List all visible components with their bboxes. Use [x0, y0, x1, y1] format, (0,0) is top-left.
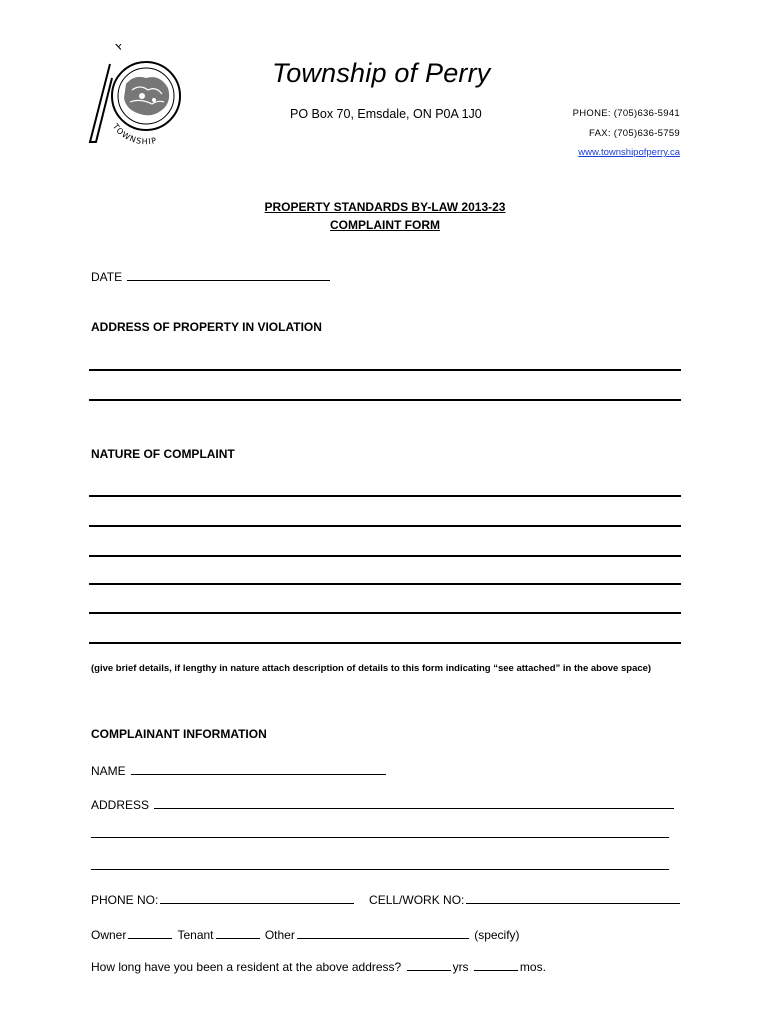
date-label: DATE — [91, 270, 123, 284]
complainant-address-field[interactable] — [154, 796, 674, 809]
nature-section-label: NATURE OF COMPLAINT — [91, 447, 235, 461]
phone-field[interactable] — [160, 891, 354, 904]
owner-label: Owner — [91, 928, 127, 942]
township-logo — [82, 44, 192, 148]
years-field[interactable] — [407, 958, 451, 971]
form-subtitle: COMPLAINT FORM — [330, 218, 440, 232]
residency-question: How long have you been a resident at the above address? — [91, 960, 402, 974]
svg-text:TOWNSHIP — [110, 121, 158, 146]
website-link[interactable]: www.townshipofperry.ca — [578, 147, 680, 158]
tenant-label: Tenant — [177, 928, 214, 942]
months-label: mos. — [519, 960, 546, 974]
complaint-line[interactable] — [89, 583, 681, 585]
date-field[interactable] — [127, 268, 330, 281]
name-label: NAME — [91, 764, 126, 778]
tenant-field[interactable] — [216, 926, 260, 939]
other-label: Other — [264, 928, 295, 942]
owner-field[interactable] — [128, 926, 172, 939]
complainant-address-label: ADDRESS — [91, 798, 150, 812]
township-address: PO Box 70, Emsdale, ON P0A 1J0 — [290, 107, 482, 121]
svg-text:PERRY — [113, 44, 164, 53]
address-line[interactable] — [89, 399, 681, 401]
complainant-address-line[interactable] — [91, 837, 669, 838]
address-row — [91, 796, 676, 812]
months-field[interactable] — [474, 958, 518, 971]
occupancy-row — [91, 926, 520, 942]
address-line[interactable] — [89, 369, 681, 371]
fax-number: FAX: (705)636-5759 — [589, 128, 680, 139]
complainant-section-label: COMPLAINANT INFORMATION — [91, 727, 267, 741]
logo-text-bottom: TOWNSHIP — [110, 122, 159, 147]
complaint-line[interactable] — [89, 612, 681, 614]
name-row — [91, 762, 388, 778]
phone-number: PHONE: (705)636-5941 — [572, 108, 680, 119]
address-section-label: ADDRESS OF PROPERTY IN VIOLATION — [91, 320, 322, 334]
specify-label: (specify) — [474, 928, 520, 942]
years-label: yrs — [452, 960, 469, 974]
name-field[interactable] — [131, 762, 386, 775]
complaint-line[interactable] — [89, 555, 681, 557]
residency-row — [91, 958, 546, 974]
township-title: Township of Perry — [272, 58, 491, 88]
other-field[interactable] — [297, 926, 469, 939]
phone-row — [91, 891, 682, 907]
complaint-line[interactable] — [89, 525, 681, 527]
complainant-address-line[interactable] — [91, 869, 669, 870]
cell-label: CELL/WORK NO: — [369, 893, 465, 907]
date-row — [91, 268, 332, 284]
complaint-line[interactable] — [89, 495, 681, 497]
logo-text-top: P — [112, 44, 129, 53]
form-title: PROPERTY STANDARDS BY-LAW 2013-23 — [264, 200, 506, 214]
instructions-note: (give brief details, if lengthy in nature attach description of details to this form indicating “see attached” in the above space) — [91, 663, 652, 674]
phone-label: PHONE NO: — [91, 893, 159, 907]
cell-field[interactable] — [466, 891, 680, 904]
complaint-line[interactable] — [89, 642, 681, 644]
